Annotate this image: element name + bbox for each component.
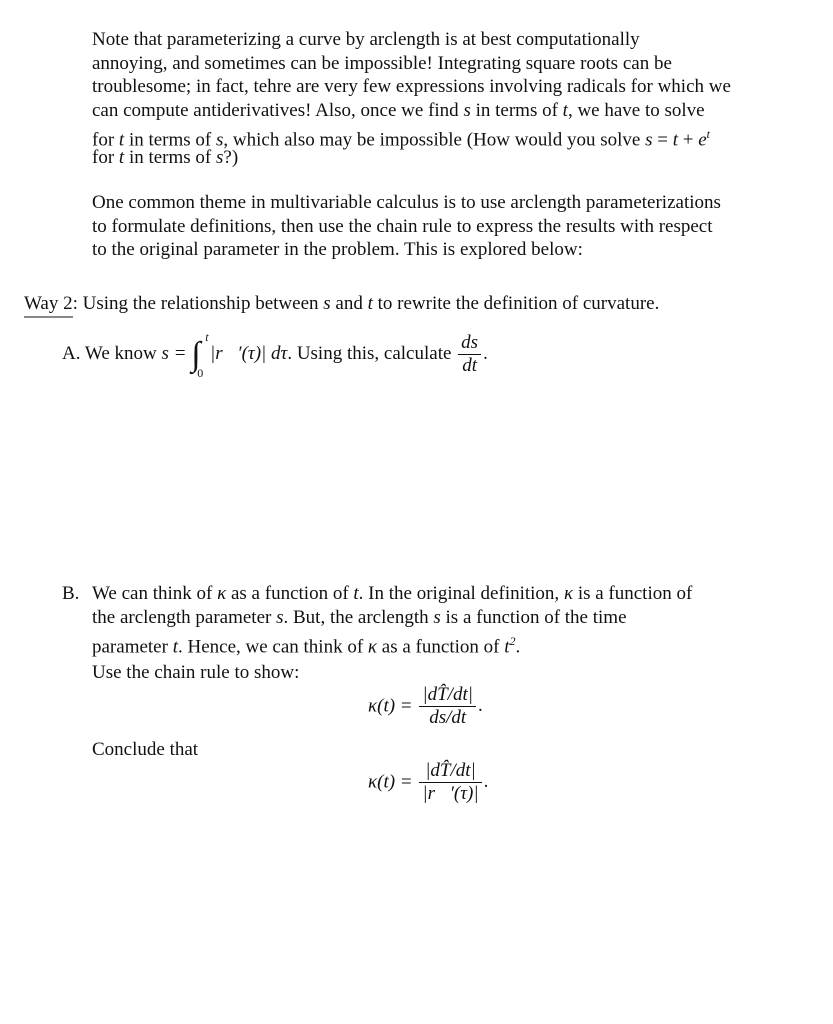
conclude-text: Conclude that: [92, 739, 199, 760]
text-segment: Note that parameterizing a curve by arclength is at best computationally: [92, 29, 640, 50]
text-line: [92, 239, 583, 261]
formula-fraction: [419, 684, 476, 729]
text-segment: to the original parameter in the problem. This is explored below:: [92, 239, 583, 261]
curvature-formula-1: [368, 684, 483, 729]
formula-lhs: κ(t) =: [368, 771, 413, 793]
period: .: [477, 694, 483, 716]
math-symbol: t: [367, 293, 373, 314]
text-line: [92, 192, 721, 214]
math-symbol: e: [698, 129, 707, 151]
frac-num: |dT̂/dt|: [419, 760, 481, 783]
text-segment: for: [92, 129, 119, 151]
text-segment: can compute antiderivatives! Also, once we find: [92, 99, 464, 121]
integral-sign: ∫ t 0: [191, 329, 209, 380]
text-line: [92, 100, 705, 122]
text-line: [92, 29, 640, 51]
text-line: [92, 216, 713, 238]
integrand: |r⃗′(τ)| dτ: [210, 342, 288, 364]
text-segment: as a function of: [226, 583, 354, 604]
text-segment: parameter: [92, 636, 173, 658]
math-symbol: s: [216, 147, 224, 168]
math-symbol: κ: [367, 636, 378, 658]
part-a-text: We know: [84, 342, 162, 364]
integral-lower: 0: [197, 365, 204, 380]
text-segment: .: [515, 636, 521, 658]
text-segment: One common theme in multivariable calculus is to use arclength parameterizations: [92, 192, 721, 213]
math-symbol: s: [276, 606, 284, 628]
ds-dt-fraction: [458, 332, 481, 377]
curvature-formula-2: [368, 760, 488, 805]
text-segment: is a function of: [573, 583, 693, 604]
formula-lhs: κ(t) =: [368, 695, 413, 717]
text-segment: in terms of: [124, 147, 217, 168]
part-b-label: B.: [62, 583, 80, 604]
text-segment: in terms of: [470, 99, 563, 121]
frac-den: ds/dt: [429, 707, 467, 728]
text-line: [92, 607, 627, 629]
text-segment: We can think of: [92, 583, 218, 604]
formula-fraction: [419, 760, 481, 805]
text-segment: . Hence, we can think of: [177, 636, 368, 658]
period: .: [483, 342, 488, 364]
math-symbol: t: [118, 129, 125, 151]
math-symbol: t: [353, 583, 359, 604]
frac-num: ds: [458, 332, 481, 355]
text-segment: +: [677, 129, 699, 151]
text-segment: in terms of: [124, 129, 217, 151]
part-a-label: A.: [62, 342, 81, 364]
text-segment: to formulate definitions, then use the chain rule to express the results with respect: [92, 215, 713, 237]
way2-heading-text: [73, 293, 660, 314]
frac-num: |dT̂/dt|: [419, 684, 476, 707]
text-segment: the arclength parameter: [92, 606, 277, 628]
frac-den: |r⃗′(τ)|: [422, 783, 479, 804]
text-segment: for: [92, 147, 119, 168]
integral-upper: t: [205, 329, 209, 344]
text-line: [92, 583, 692, 605]
math-symbol: t: [562, 99, 568, 121]
s-equals: s =: [161, 342, 187, 364]
use-chain-rule-text: Use the chain rule to show:: [92, 662, 300, 683]
math-symbol: t: [672, 129, 678, 151]
text-segment: =: [652, 129, 673, 151]
math-symbol: 2: [509, 634, 516, 649]
text-segment: to rewrite the definition of curvature.: [372, 293, 660, 314]
math-symbol: κ: [217, 583, 227, 604]
text-segment: , we have to solve: [567, 99, 705, 121]
text-segment: troublesome; in fact, tehre are very few expressions involving radicals for which we: [92, 76, 731, 98]
math-symbol: s: [645, 129, 653, 151]
math-symbol: t: [706, 127, 710, 142]
text-line: [92, 53, 672, 75]
part-a-text-after: . Using this, calculate: [287, 342, 452, 364]
way2-label: Way 2: [24, 293, 73, 318]
math-symbol: t: [504, 636, 510, 658]
text-segment: annoying, and sometimes can be impossible! Integrating square roots can be: [92, 52, 672, 74]
math-symbol: t: [172, 636, 178, 658]
text-segment: . But, the arclength: [283, 606, 434, 628]
text-line: [92, 147, 238, 169]
math-symbol: s: [433, 606, 441, 628]
text-segment: is a function of the time: [440, 606, 627, 628]
part-a: [62, 329, 488, 380]
math-symbol: t: [118, 147, 125, 168]
text-line: [92, 630, 520, 658]
frac-den: dt: [462, 355, 478, 376]
math-symbol: κ: [563, 583, 574, 604]
math-symbol: s: [323, 293, 331, 314]
text-segment: and: [330, 293, 368, 314]
text-segment: . In the original definition,: [358, 583, 564, 604]
text-segment: : Using the relationship between: [72, 293, 324, 314]
text-line: [92, 76, 731, 98]
period: .: [483, 770, 489, 792]
text-segment: , which also may be impossible (How would you solve: [223, 129, 646, 151]
math-symbol: s: [463, 99, 471, 121]
text-segment: ?): [223, 147, 239, 168]
text-segment: as a function of: [377, 636, 505, 658]
math-symbol: s: [216, 129, 224, 151]
way2-heading: [24, 293, 659, 315]
